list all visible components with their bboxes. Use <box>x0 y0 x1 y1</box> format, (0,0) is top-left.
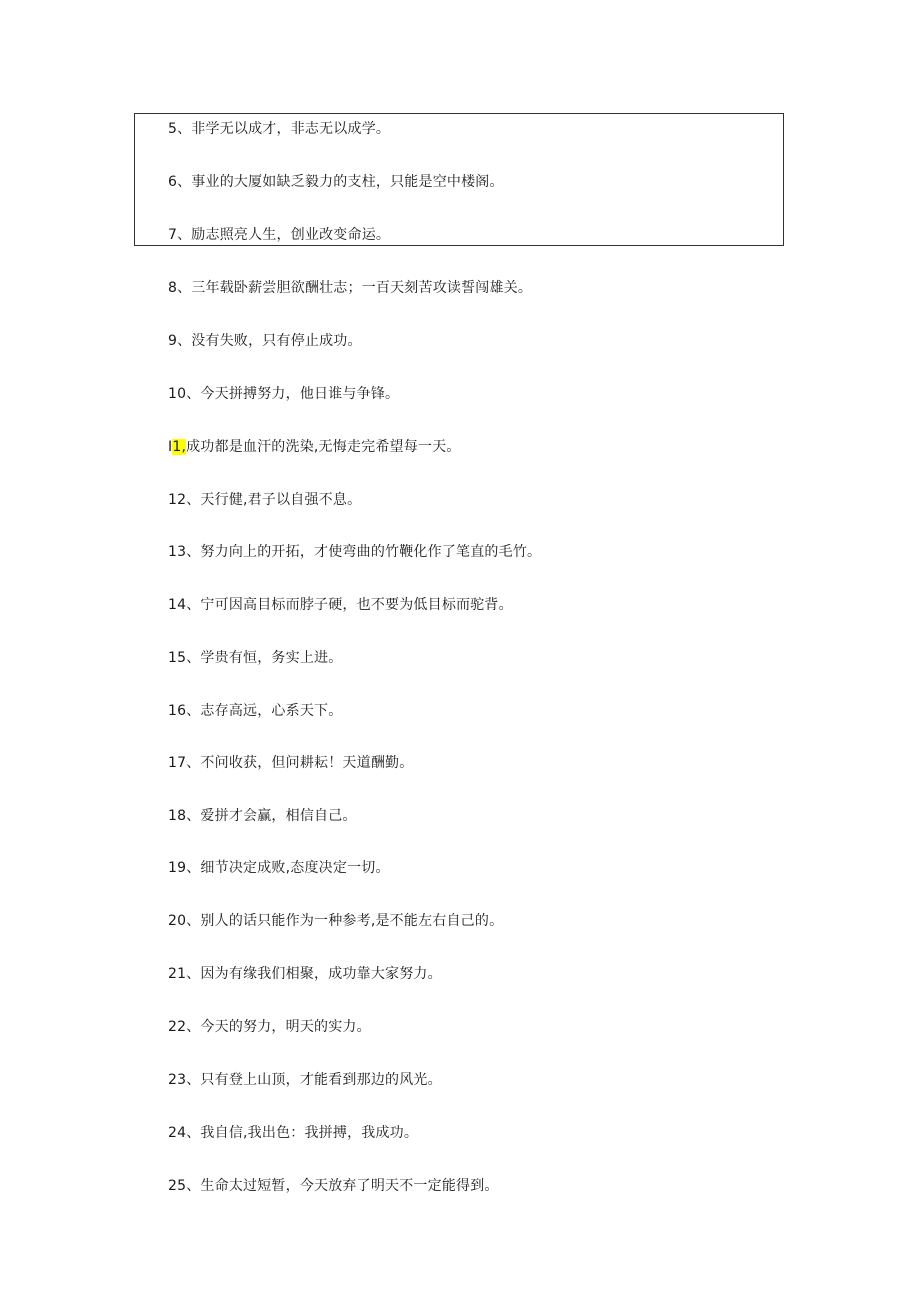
highlight-mark: 1, <box>172 439 187 455</box>
quote-line-23: 23、只有登上山顶，才能看到那边的风光。 <box>168 1072 442 1088</box>
quote-line-7: 7、励志照亮人生，创业改变命运。 <box>168 227 391 243</box>
quote-line-15: 15、学贵有恒，务实上进。 <box>168 650 343 666</box>
quote-line-16: 16、志存高远，心系天下。 <box>168 703 343 719</box>
quote-line-17: 17、不问收获，但问耕耘！天道酬勤。 <box>168 755 414 771</box>
line-11-prefix: I <box>168 439 173 455</box>
quote-line-14: 14、宁可因高目标而脖子硬，也不要为低目标而驼背。 <box>168 597 513 613</box>
quote-line-12: 12、天行健,君子以自强不息。 <box>168 492 362 508</box>
quote-line-9: 9、没有失败，只有停止成功。 <box>168 333 362 349</box>
quote-line-25: 25、生命太过短暂，今天放弃了明天不一定能得到。 <box>168 1178 499 1194</box>
quote-line-13: 13、努力向上的开拓，才使弯曲的竹鞭化作了笔直的毛竹。 <box>168 544 542 560</box>
quote-line-18: 18、爱拼才会赢，相信自己。 <box>168 808 357 824</box>
quote-line-5: 5、非学无以成才，非志无以成学。 <box>168 121 391 137</box>
line-11-text: 成功都是血汗的洗染,无悔走完希望每一天。 <box>186 439 461 455</box>
quote-line-8: 8、三年载卧薪尝胆欲酬壮志；一百天刻苦攻读誓闯雄关。 <box>168 280 533 296</box>
quote-line-24: 24、我自信,我出色：我拼搏，我成功。 <box>168 1125 419 1141</box>
quote-line-22: 22、今天的努力，明天的实力。 <box>168 1019 371 1035</box>
quote-line-6: 6、事业的大厦如缺乏毅力的支柱，只能是空中楼阁。 <box>168 174 504 190</box>
quote-line-10: 10、今天拼搏努力，他日谁与争锋。 <box>168 386 400 402</box>
quote-line-19: 19、细节决定成败,态度决定一切。 <box>168 860 390 876</box>
quote-line-11 <box>168 437 461 457</box>
quote-line-20: 20、别人的话只能作为一种参考,是不能左右自己的。 <box>168 913 504 929</box>
quote-line-21: 21、因为有缘我们相聚，成功靠大家努力。 <box>168 966 442 982</box>
